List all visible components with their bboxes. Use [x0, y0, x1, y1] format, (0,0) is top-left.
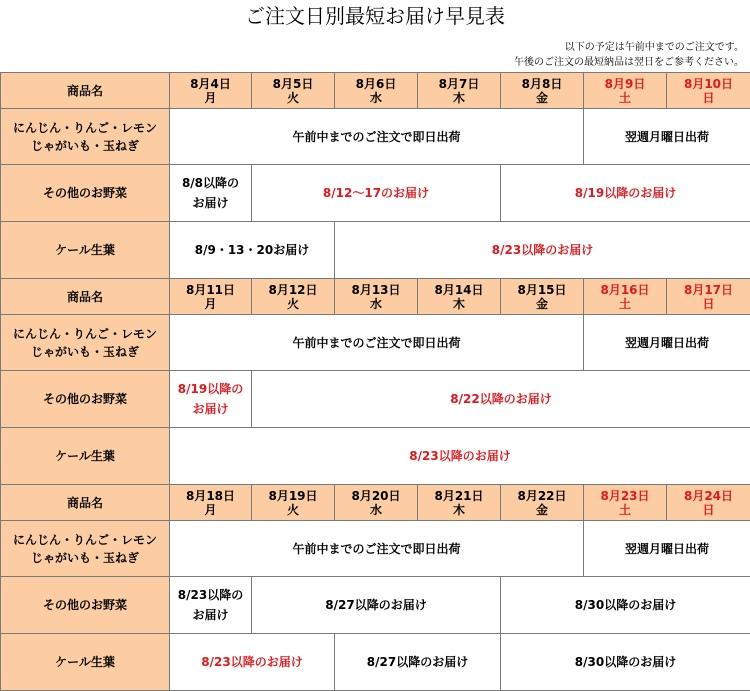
day-date: 8月5日: [272, 76, 314, 91]
day-header: [501, 73, 584, 109]
day-header: [501, 279, 584, 315]
delivery-info-line: 8/12〜17のお届け: [322, 186, 430, 200]
day-date: 8月7日: [438, 76, 480, 91]
day-of-week: 金: [535, 502, 548, 517]
day-of-week: 月: [204, 502, 217, 517]
day-header: [418, 73, 501, 109]
product-name-line: にんじん・りんご・レモン: [12, 120, 157, 135]
day-header: [584, 279, 667, 315]
day-of-week: 金: [535, 90, 548, 105]
product-name: [1, 315, 170, 371]
day-header: [252, 73, 335, 109]
product-name-header: 商品名: [1, 485, 170, 521]
product-name-line: にんじん・りんご・レモン: [12, 326, 157, 341]
day-date: 8月13日: [351, 282, 401, 297]
page-title: ご注文日別最短お届け早見表: [245, 4, 505, 28]
product-name: [1, 165, 170, 222]
delivery-info-cell: [170, 577, 252, 634]
product-name-line: じゃがいも・玉ねぎ: [30, 138, 139, 153]
day-date: 8月21日: [434, 488, 484, 503]
day-header: [170, 485, 252, 521]
product-row: [1, 165, 750, 222]
product-name-line: じゃがいも・玉ねぎ: [30, 550, 139, 565]
week-header-row: [1, 73, 750, 109]
day-date: 8月8日: [521, 76, 563, 91]
product-row: [1, 109, 750, 165]
delivery-info-line: 8/8以降の: [181, 176, 240, 190]
note-line: 以下の予定は午前中までのご注文です。: [564, 42, 744, 53]
product-name: [1, 428, 170, 485]
day-header: [584, 485, 667, 521]
day-date: 8月15日: [517, 282, 567, 297]
delivery-info-line: お届け: [192, 196, 229, 210]
delivery-info-cell: [252, 165, 501, 222]
day-header: [667, 73, 750, 109]
day-of-week: 木: [452, 296, 465, 311]
delivery-info-cell: [252, 577, 501, 634]
delivery-info-line: 午前中までのご注文で即日出荷: [292, 129, 461, 144]
day-of-week: 金: [535, 296, 548, 311]
day-of-week: 火: [286, 502, 299, 517]
day-date: 8月18日: [185, 488, 236, 503]
delivery-info-cell: [584, 109, 750, 165]
product-name-line: その他のお野菜: [42, 186, 127, 200]
product-name: [1, 634, 170, 691]
week-header-row: [1, 279, 750, 315]
day-of-week: 日: [702, 502, 715, 517]
day-date: 8月10日: [683, 76, 734, 91]
delivery-info-line: 8/30以降のお届け: [574, 598, 677, 612]
delivery-info-cell: [335, 222, 750, 279]
day-date: 8月22日: [517, 488, 567, 503]
day-header: [335, 485, 418, 521]
day-date: 8月24日: [683, 488, 734, 503]
day-header: [667, 485, 750, 521]
product-name: [1, 109, 170, 165]
product-name-line: ケール生葉: [55, 655, 115, 669]
delivery-info-cell: [501, 634, 750, 691]
delivery-info-line: 8/23以降の: [177, 588, 244, 602]
day-date: 8月14日: [434, 282, 484, 297]
delivery-info-cell: [170, 315, 584, 371]
day-date: 8月23日: [600, 488, 650, 503]
day-of-week: 火: [286, 296, 299, 311]
delivery-info-cell: [501, 577, 750, 634]
day-of-week: 日: [702, 90, 715, 105]
product-row: [1, 222, 750, 279]
day-of-week: 土: [618, 90, 631, 105]
delivery-info-line: 8/22以降のお届け: [450, 392, 552, 406]
delivery-info-line: 8/30以降のお届け: [574, 655, 677, 669]
delivery-info-line: 8/23以降のお届け: [201, 655, 303, 669]
day-of-week: 木: [452, 90, 465, 105]
day-date: 8月4日: [190, 76, 231, 91]
delivery-info-line: 翌週月曜日出荷: [624, 335, 709, 350]
delivery-info-cell: [584, 315, 750, 371]
product-name-line: ケール生葉: [55, 449, 115, 463]
day-date: 8月12日: [268, 282, 318, 297]
delivery-info-cell: [170, 428, 750, 485]
delivery-info-cell: [584, 521, 750, 577]
delivery-info-cell: [170, 521, 584, 577]
day-of-week: 木: [452, 502, 465, 517]
delivery-info-cell: [170, 634, 335, 691]
delivery-schedule-table: [0, 72, 750, 691]
delivery-info-line: 8/19以降のお届け: [574, 186, 677, 200]
delivery-info-line: 8/27以降のお届け: [366, 655, 469, 669]
delivery-info-line: お届け: [192, 608, 229, 622]
delivery-info-cell: [501, 165, 750, 222]
day-of-week: 日: [702, 296, 715, 311]
day-header: [418, 485, 501, 521]
delivery-info-line: お届け: [192, 402, 229, 416]
product-name: [1, 521, 170, 577]
day-header: [335, 279, 418, 315]
delivery-info-cell: [170, 165, 252, 222]
product-name: [1, 222, 170, 279]
delivery-info-cell: [335, 634, 501, 691]
note-line: 午後のご注文の最短納品は翌日をご参考ください。: [514, 57, 744, 68]
day-header: [252, 485, 335, 521]
day-date: 8月20日: [351, 488, 401, 503]
day-date: 8月9日: [604, 76, 646, 91]
product-name-line: ケール生葉: [55, 243, 115, 257]
day-of-week: 火: [286, 90, 299, 105]
day-header: [170, 279, 252, 315]
delivery-info-line: 8/27以降のお届け: [325, 598, 427, 612]
product-row: [1, 371, 750, 428]
day-of-week: 水: [369, 502, 382, 517]
delivery-info-line: 翌週月曜日出荷: [624, 541, 709, 556]
day-of-week: 水: [369, 296, 382, 311]
delivery-info-line: 午前中までのご注文で即日出荷: [292, 335, 461, 350]
day-of-week: 月: [204, 296, 217, 311]
day-header: [418, 279, 501, 315]
day-date: 8月6日: [355, 76, 397, 91]
product-name: [1, 577, 170, 634]
product-name-line: じゃがいも・玉ねぎ: [30, 344, 139, 359]
day-of-week: 土: [618, 502, 631, 517]
delivery-info-cell: [170, 222, 335, 279]
product-row: [1, 428, 750, 485]
delivery-info-line: 8/23以降のお届け: [491, 243, 594, 257]
day-header: [170, 73, 252, 109]
day-date: 8月17日: [683, 282, 734, 297]
day-date: 8月11日: [185, 282, 236, 297]
product-name-line: にんじん・りんご・レモン: [12, 532, 157, 547]
week-header-row: [1, 485, 750, 521]
product-row: [1, 521, 750, 577]
day-date: 8月19日: [268, 488, 318, 503]
notes: [514, 40, 744, 70]
product-row: [1, 634, 750, 691]
day-date: 8月16日: [600, 282, 650, 297]
product-row: [1, 315, 750, 371]
product-row: [1, 577, 750, 634]
delivery-info-line: 8/9・13・20お届け: [194, 243, 310, 257]
delivery-info-cell: [170, 371, 252, 428]
day-of-week: 水: [369, 90, 382, 105]
day-of-week: 土: [618, 296, 631, 311]
delivery-info-cell: [252, 371, 750, 428]
product-name: [1, 371, 170, 428]
delivery-info-line: 翌週月曜日出荷: [624, 129, 709, 144]
day-of-week: 月: [204, 90, 217, 105]
delivery-info-cell: [170, 109, 584, 165]
day-header: [584, 73, 667, 109]
day-header: [335, 73, 418, 109]
day-header: [252, 279, 335, 315]
delivery-info-line: 8/23以降のお届け: [409, 449, 511, 463]
delivery-info-line: 8/19以降の: [177, 382, 244, 396]
day-header: [501, 485, 584, 521]
delivery-info-line: 午前中までのご注文で即日出荷: [292, 541, 461, 556]
product-name-line: その他のお野菜: [42, 598, 127, 612]
product-name-header: 商品名: [1, 279, 170, 315]
day-header: [667, 279, 750, 315]
product-name-header: 商品名: [1, 73, 170, 109]
product-name-line: その他のお野菜: [42, 392, 127, 406]
